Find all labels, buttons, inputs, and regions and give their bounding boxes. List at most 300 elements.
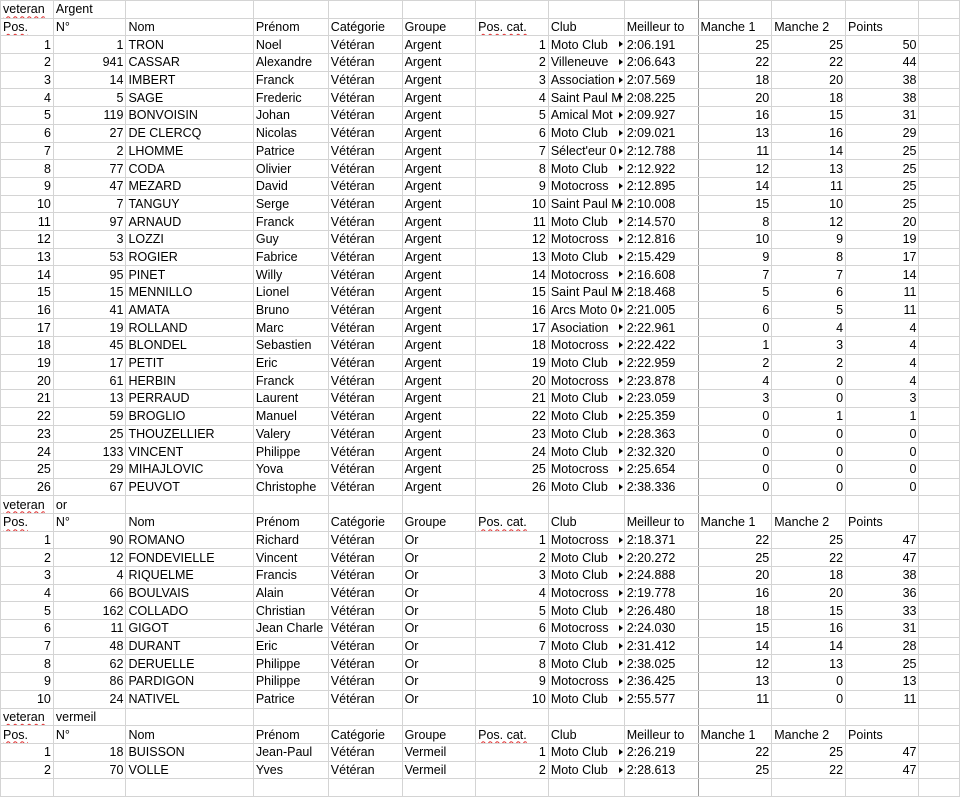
cell-groupe[interactable]: Argent [402, 142, 476, 160]
cell-groupe[interactable]: Or [402, 690, 476, 708]
header-number[interactable]: N° [53, 18, 126, 36]
cell-pos[interactable]: 14 [1, 266, 54, 284]
cell-club[interactable]: Saint Paul M [548, 284, 624, 302]
empty-cell[interactable] [919, 496, 960, 514]
cell-manche-1[interactable]: 13 [698, 673, 772, 691]
cell-pos-cat[interactable]: 5 [476, 602, 549, 620]
cell-pos[interactable]: 16 [1, 301, 54, 319]
empty-cell[interactable] [846, 779, 919, 797]
empty-cell[interactable] [253, 708, 328, 726]
cell-points[interactable]: 36 [846, 584, 919, 602]
header-pos[interactable]: Pos. [1, 513, 54, 531]
cell-club[interactable]: Motocross [548, 372, 624, 390]
cell-number[interactable]: 61 [53, 372, 126, 390]
cell-prenom[interactable]: Yves [253, 761, 328, 779]
cell-points[interactable]: 0 [846, 443, 919, 461]
cell-prenom[interactable]: Bruno [253, 301, 328, 319]
cell-club[interactable]: Amical Mot [548, 107, 624, 125]
cell-pos-cat[interactable]: 4 [476, 89, 549, 107]
cell-categorie[interactable]: Vétéran [328, 602, 402, 620]
cell-pos-cat[interactable]: 16 [476, 301, 549, 319]
cell-groupe[interactable]: Argent [402, 89, 476, 107]
cell-points[interactable]: 29 [846, 124, 919, 142]
cell-points[interactable]: 0 [846, 478, 919, 496]
cell-pos[interactable]: 5 [1, 107, 54, 125]
cell-nom[interactable]: ROMANO [126, 531, 253, 549]
cell-club[interactable]: Motocross [548, 620, 624, 638]
cell-groupe[interactable]: Or [402, 673, 476, 691]
cell-meilleur-tour[interactable]: 2:08.225 [624, 89, 698, 107]
cell-prenom[interactable]: Alain [253, 584, 328, 602]
empty-cell[interactable] [919, 407, 960, 425]
cell-points[interactable]: 13 [846, 673, 919, 691]
empty-cell[interactable] [919, 230, 960, 248]
empty-cell[interactable] [919, 390, 960, 408]
header-manche-2[interactable]: Manche 2 [772, 18, 846, 36]
cell-meilleur-tour[interactable]: 2:36.425 [624, 673, 698, 691]
cell-categorie[interactable]: Vétéran [328, 124, 402, 142]
cell-manche-1[interactable]: 22 [698, 531, 772, 549]
cell-groupe[interactable]: Argent [402, 407, 476, 425]
empty-cell[interactable] [253, 1, 328, 19]
cell-pos[interactable]: 6 [1, 620, 54, 638]
cell-manche-2[interactable]: 13 [772, 160, 846, 178]
cell-nom[interactable]: LOZZI [126, 230, 253, 248]
cell-number[interactable]: 162 [53, 602, 126, 620]
cell-prenom[interactable]: Philippe [253, 443, 328, 461]
cell-club[interactable]: Moto Club [548, 761, 624, 779]
empty-cell[interactable] [253, 779, 328, 797]
empty-cell[interactable] [919, 160, 960, 178]
cell-manche-1[interactable]: 15 [698, 620, 772, 638]
empty-cell[interactable] [919, 71, 960, 89]
cell-manche-2[interactable]: 0 [772, 690, 846, 708]
cell-meilleur-tour[interactable]: 2:06.191 [624, 36, 698, 54]
cell-categorie[interactable]: Vétéran [328, 567, 402, 585]
cell-meilleur-tour[interactable]: 2:12.922 [624, 160, 698, 178]
empty-cell[interactable] [624, 779, 698, 797]
cell-prenom[interactable]: Christian [253, 602, 328, 620]
cell-pos[interactable]: 24 [1, 443, 54, 461]
empty-cell[interactable] [1, 779, 54, 797]
cell-manche-1[interactable]: 0 [698, 319, 772, 337]
cell-categorie[interactable]: Vétéran [328, 743, 402, 761]
cell-pos[interactable]: 8 [1, 655, 54, 673]
empty-cell[interactable] [126, 708, 253, 726]
empty-cell[interactable] [919, 354, 960, 372]
cell-club[interactable]: Moto Club [548, 213, 624, 231]
cell-prenom[interactable]: Willy [253, 266, 328, 284]
cell-pos-cat[interactable]: 13 [476, 248, 549, 266]
header-number[interactable]: N° [53, 726, 126, 744]
header-club[interactable]: Club [548, 18, 624, 36]
cell-groupe[interactable]: Argent [402, 124, 476, 142]
cell-club[interactable]: Motocross [548, 673, 624, 691]
cell-prenom[interactable]: Guy [253, 230, 328, 248]
header-manche-1[interactable]: Manche 1 [698, 18, 772, 36]
cell-pos[interactable]: 9 [1, 177, 54, 195]
cell-nom[interactable]: BUISSON [126, 743, 253, 761]
cell-categorie[interactable]: Vétéran [328, 230, 402, 248]
cell-club[interactable]: Motocross [548, 337, 624, 355]
cell-pos[interactable]: 3 [1, 71, 54, 89]
cell-pos-cat[interactable]: 21 [476, 390, 549, 408]
cell-pos-cat[interactable]: 24 [476, 443, 549, 461]
cell-prenom[interactable]: Manuel [253, 407, 328, 425]
empty-cell[interactable] [919, 549, 960, 567]
cell-pos[interactable]: 1 [1, 743, 54, 761]
cell-prenom[interactable]: Serge [253, 195, 328, 213]
empty-cell[interactable] [919, 531, 960, 549]
cell-manche-1[interactable]: 25 [698, 36, 772, 54]
cell-nom[interactable]: BOULVAIS [126, 584, 253, 602]
cell-pos-cat[interactable]: 1 [476, 743, 549, 761]
header-groupe[interactable]: Groupe [402, 513, 476, 531]
cell-nom[interactable]: DERUELLE [126, 655, 253, 673]
cell-prenom[interactable]: Christophe [253, 478, 328, 496]
cell-meilleur-tour[interactable]: 2:07.569 [624, 71, 698, 89]
header-nom[interactable]: Nom [126, 513, 253, 531]
header-categorie[interactable]: Catégorie [328, 18, 402, 36]
empty-cell[interactable] [698, 708, 772, 726]
cell-pos-cat[interactable]: 10 [476, 690, 549, 708]
cell-pos[interactable]: 1 [1, 36, 54, 54]
empty-cell[interactable] [548, 496, 624, 514]
cell-number[interactable]: 53 [53, 248, 126, 266]
header-pos-cat[interactable]: Pos. cat. [476, 726, 549, 744]
cell-pos-cat[interactable]: 18 [476, 337, 549, 355]
cell-points[interactable]: 25 [846, 655, 919, 673]
cell-nom[interactable]: MIHAJLOVIC [126, 460, 253, 478]
cell-manche-2[interactable]: 4 [772, 319, 846, 337]
cell-meilleur-tour[interactable]: 2:38.025 [624, 655, 698, 673]
cell-manche-2[interactable]: 18 [772, 567, 846, 585]
cell-manche-2[interactable]: 0 [772, 443, 846, 461]
cell-number[interactable]: 86 [53, 673, 126, 691]
cell-manche-2[interactable]: 16 [772, 620, 846, 638]
cell-number[interactable]: 27 [53, 124, 126, 142]
empty-cell[interactable] [919, 673, 960, 691]
empty-cell[interactable] [402, 1, 476, 19]
cell-manche-1[interactable]: 22 [698, 743, 772, 761]
empty-cell[interactable] [919, 372, 960, 390]
cell-meilleur-tour[interactable]: 2:20.272 [624, 549, 698, 567]
cell-pos[interactable]: 15 [1, 284, 54, 302]
empty-cell[interactable] [698, 779, 772, 797]
cell-pos-cat[interactable]: 19 [476, 354, 549, 372]
empty-cell[interactable] [476, 1, 549, 19]
header-manche-2[interactable]: Manche 2 [772, 513, 846, 531]
cell-number[interactable]: 41 [53, 301, 126, 319]
cell-points[interactable]: 38 [846, 89, 919, 107]
cell-number[interactable]: 3 [53, 230, 126, 248]
cell-manche-2[interactable]: 22 [772, 54, 846, 72]
cell-club[interactable]: Moto Club [548, 602, 624, 620]
cell-points[interactable]: 25 [846, 195, 919, 213]
cell-manche-1[interactable]: 25 [698, 549, 772, 567]
empty-cell[interactable] [698, 1, 772, 19]
section-title-cell[interactable]: veteran [1, 1, 54, 19]
header-points[interactable]: Points [846, 513, 919, 531]
cell-groupe[interactable]: Argent [402, 213, 476, 231]
cell-groupe[interactable]: Or [402, 549, 476, 567]
header-pos-cat[interactable]: Pos. cat. [476, 513, 549, 531]
cell-categorie[interactable]: Vétéran [328, 89, 402, 107]
cell-pos-cat[interactable]: 1 [476, 36, 549, 54]
cell-meilleur-tour[interactable]: 2:21.005 [624, 301, 698, 319]
cell-pos-cat[interactable]: 1 [476, 531, 549, 549]
cell-nom[interactable]: MEZARD [126, 177, 253, 195]
cell-categorie[interactable]: Vétéran [328, 337, 402, 355]
cell-groupe[interactable]: Argent [402, 301, 476, 319]
cell-manche-2[interactable]: 0 [772, 460, 846, 478]
cell-prenom[interactable]: Valery [253, 425, 328, 443]
header-categorie[interactable]: Catégorie [328, 726, 402, 744]
empty-cell[interactable] [402, 496, 476, 514]
cell-pos-cat[interactable]: 4 [476, 584, 549, 602]
cell-club[interactable]: Arcs Moto 0 [548, 301, 624, 319]
cell-points[interactable]: 28 [846, 637, 919, 655]
empty-cell[interactable] [476, 779, 549, 797]
cell-manche-2[interactable]: 22 [772, 549, 846, 567]
cell-categorie[interactable]: Vétéran [328, 478, 402, 496]
cell-pos-cat[interactable]: 9 [476, 673, 549, 691]
cell-club[interactable]: Moto Club [548, 637, 624, 655]
cell-manche-2[interactable]: 12 [772, 213, 846, 231]
cell-number[interactable]: 19 [53, 319, 126, 337]
cell-prenom[interactable]: Sebastien [253, 337, 328, 355]
cell-prenom[interactable]: Patrice [253, 142, 328, 160]
cell-number[interactable]: 47 [53, 177, 126, 195]
cell-prenom[interactable]: Richard [253, 531, 328, 549]
empty-cell[interactable] [328, 779, 402, 797]
cell-number[interactable]: 14 [53, 71, 126, 89]
empty-cell[interactable] [919, 779, 960, 797]
empty-cell[interactable] [772, 496, 846, 514]
cell-points[interactable]: 4 [846, 354, 919, 372]
cell-pos-cat[interactable]: 2 [476, 54, 549, 72]
cell-points[interactable]: 11 [846, 301, 919, 319]
cell-meilleur-tour[interactable]: 2:23.059 [624, 390, 698, 408]
cell-manche-1[interactable]: 16 [698, 584, 772, 602]
cell-manche-2[interactable]: 18 [772, 89, 846, 107]
cell-meilleur-tour[interactable]: 2:28.363 [624, 425, 698, 443]
cell-number[interactable]: 29 [53, 460, 126, 478]
cell-pos[interactable]: 1 [1, 531, 54, 549]
cell-groupe[interactable]: Argent [402, 425, 476, 443]
cell-manche-2[interactable]: 15 [772, 602, 846, 620]
cell-categorie[interactable]: Vétéran [328, 354, 402, 372]
cell-groupe[interactable]: Argent [402, 36, 476, 54]
cell-prenom[interactable]: David [253, 177, 328, 195]
cell-nom[interactable]: VINCENT [126, 443, 253, 461]
cell-number[interactable]: 95 [53, 266, 126, 284]
cell-points[interactable]: 4 [846, 319, 919, 337]
cell-number[interactable]: 119 [53, 107, 126, 125]
cell-nom[interactable]: AMATA [126, 301, 253, 319]
cell-categorie[interactable]: Vétéran [328, 213, 402, 231]
empty-cell[interactable] [53, 779, 126, 797]
cell-manche-1[interactable]: 5 [698, 284, 772, 302]
empty-cell[interactable] [772, 779, 846, 797]
cell-pos-cat[interactable]: 11 [476, 213, 549, 231]
cell-groupe[interactable]: Argent [402, 248, 476, 266]
cell-groupe[interactable]: Argent [402, 177, 476, 195]
cell-number[interactable]: 97 [53, 213, 126, 231]
cell-categorie[interactable]: Vétéran [328, 107, 402, 125]
cell-pos[interactable]: 7 [1, 142, 54, 160]
cell-manche-2[interactable]: 7 [772, 266, 846, 284]
cell-nom[interactable]: BROGLIO [126, 407, 253, 425]
cell-number[interactable]: 70 [53, 761, 126, 779]
empty-cell[interactable] [624, 1, 698, 19]
cell-categorie[interactable]: Vétéran [328, 266, 402, 284]
cell-manche-2[interactable]: 13 [772, 655, 846, 673]
cell-manche-1[interactable]: 18 [698, 602, 772, 620]
cell-manche-1[interactable]: 25 [698, 761, 772, 779]
cell-groupe[interactable]: Argent [402, 107, 476, 125]
cell-club[interactable]: Villeneuve [548, 54, 624, 72]
cell-nom[interactable]: HERBIN [126, 372, 253, 390]
cell-meilleur-tour[interactable]: 2:24.030 [624, 620, 698, 638]
cell-nom[interactable]: PERRAUD [126, 390, 253, 408]
cell-prenom[interactable]: Vincent [253, 549, 328, 567]
cell-nom[interactable]: GIGOT [126, 620, 253, 638]
cell-pos[interactable]: 7 [1, 637, 54, 655]
cell-manche-2[interactable]: 6 [772, 284, 846, 302]
cell-manche-2[interactable]: 10 [772, 195, 846, 213]
empty-cell[interactable] [919, 620, 960, 638]
empty-cell[interactable] [919, 761, 960, 779]
cell-club[interactable]: Moto Club [548, 567, 624, 585]
header-prenom[interactable]: Prénom [253, 513, 328, 531]
empty-cell[interactable] [328, 1, 402, 19]
cell-prenom[interactable]: Alexandre [253, 54, 328, 72]
cell-points[interactable]: 25 [846, 160, 919, 178]
cell-club[interactable]: Moto Club [548, 549, 624, 567]
cell-club[interactable]: Moto Club [548, 690, 624, 708]
cell-number[interactable]: 77 [53, 160, 126, 178]
cell-pos-cat[interactable]: 6 [476, 124, 549, 142]
empty-cell[interactable] [919, 655, 960, 673]
cell-pos-cat[interactable]: 3 [476, 567, 549, 585]
cell-pos-cat[interactable]: 10 [476, 195, 549, 213]
cell-points[interactable]: 20 [846, 213, 919, 231]
cell-pos[interactable]: 17 [1, 319, 54, 337]
empty-cell[interactable] [402, 708, 476, 726]
cell-manche-1[interactable]: 0 [698, 425, 772, 443]
cell-manche-1[interactable]: 18 [698, 71, 772, 89]
cell-club[interactable]: Moto Club [548, 390, 624, 408]
cell-pos-cat[interactable]: 7 [476, 637, 549, 655]
cell-groupe[interactable]: Argent [402, 195, 476, 213]
empty-cell[interactable] [919, 248, 960, 266]
empty-cell[interactable] [328, 496, 402, 514]
cell-categorie[interactable]: Vétéran [328, 673, 402, 691]
cell-number[interactable]: 17 [53, 354, 126, 372]
cell-meilleur-tour[interactable]: 2:12.788 [624, 142, 698, 160]
cell-pos-cat[interactable]: 9 [476, 177, 549, 195]
cell-points[interactable]: 33 [846, 602, 919, 620]
cell-nom[interactable]: COLLADO [126, 602, 253, 620]
cell-nom[interactable]: FONDEVIELLE [126, 549, 253, 567]
cell-prenom[interactable]: Laurent [253, 390, 328, 408]
section-title-cell[interactable]: veteran [1, 708, 54, 726]
cell-manche-1[interactable]: 12 [698, 160, 772, 178]
cell-club[interactable]: Moto Club [548, 443, 624, 461]
cell-club[interactable]: Motocross [548, 531, 624, 549]
cell-number[interactable]: 48 [53, 637, 126, 655]
header-club[interactable]: Club [548, 726, 624, 744]
cell-pos[interactable]: 4 [1, 89, 54, 107]
cell-points[interactable]: 47 [846, 743, 919, 761]
cell-nom[interactable]: RIQUELME [126, 567, 253, 585]
cell-categorie[interactable]: Vétéran [328, 71, 402, 89]
cell-manche-1[interactable]: 0 [698, 407, 772, 425]
empty-cell[interactable] [846, 1, 919, 19]
empty-cell[interactable] [919, 177, 960, 195]
cell-pos-cat[interactable]: 3 [476, 71, 549, 89]
cell-nom[interactable]: NATIVEL [126, 690, 253, 708]
cell-points[interactable]: 25 [846, 177, 919, 195]
cell-pos-cat[interactable]: 7 [476, 142, 549, 160]
cell-nom[interactable]: ARNAUD [126, 213, 253, 231]
cell-points[interactable]: 4 [846, 337, 919, 355]
cell-number[interactable]: 941 [53, 54, 126, 72]
cell-points[interactable]: 11 [846, 284, 919, 302]
empty-cell[interactable] [846, 708, 919, 726]
cell-categorie[interactable]: Vétéran [328, 531, 402, 549]
cell-categorie[interactable]: Vétéran [328, 549, 402, 567]
cell-groupe[interactable]: Argent [402, 354, 476, 372]
cell-categorie[interactable]: Vétéran [328, 584, 402, 602]
cell-pos[interactable]: 10 [1, 195, 54, 213]
cell-meilleur-tour[interactable]: 2:12.895 [624, 177, 698, 195]
cell-groupe[interactable]: Argent [402, 230, 476, 248]
cell-categorie[interactable]: Vétéran [328, 54, 402, 72]
cell-pos[interactable]: 23 [1, 425, 54, 443]
empty-cell[interactable] [919, 443, 960, 461]
cell-prenom[interactable]: Francis [253, 567, 328, 585]
header-nom[interactable]: Nom [126, 18, 253, 36]
header-pos[interactable]: Pos. [1, 726, 54, 744]
cell-pos[interactable]: 4 [1, 584, 54, 602]
section-group-cell[interactable]: Argent [53, 1, 126, 19]
section-group-cell[interactable]: vermeil [53, 708, 126, 726]
cell-nom[interactable]: ROGIER [126, 248, 253, 266]
cell-meilleur-tour[interactable]: 2:09.927 [624, 107, 698, 125]
cell-manche-2[interactable]: 22 [772, 761, 846, 779]
cell-club[interactable]: Motocross [548, 177, 624, 195]
cell-manche-2[interactable]: 20 [772, 71, 846, 89]
cell-club[interactable]: Motocross [548, 460, 624, 478]
empty-cell[interactable] [126, 1, 253, 19]
cell-meilleur-tour[interactable]: 2:10.008 [624, 195, 698, 213]
cell-categorie[interactable]: Vétéran [328, 248, 402, 266]
cell-manche-2[interactable]: 15 [772, 107, 846, 125]
cell-categorie[interactable]: Vétéran [328, 284, 402, 302]
empty-cell[interactable] [919, 425, 960, 443]
empty-cell[interactable] [624, 496, 698, 514]
cell-club[interactable]: Moto Club [548, 478, 624, 496]
cell-groupe[interactable]: Or [402, 620, 476, 638]
cell-meilleur-tour[interactable]: 2:09.021 [624, 124, 698, 142]
empty-cell[interactable] [919, 726, 960, 744]
cell-pos-cat[interactable]: 2 [476, 761, 549, 779]
empty-cell[interactable] [919, 107, 960, 125]
cell-prenom[interactable]: Jean Charle [253, 620, 328, 638]
cell-groupe[interactable]: Argent [402, 266, 476, 284]
